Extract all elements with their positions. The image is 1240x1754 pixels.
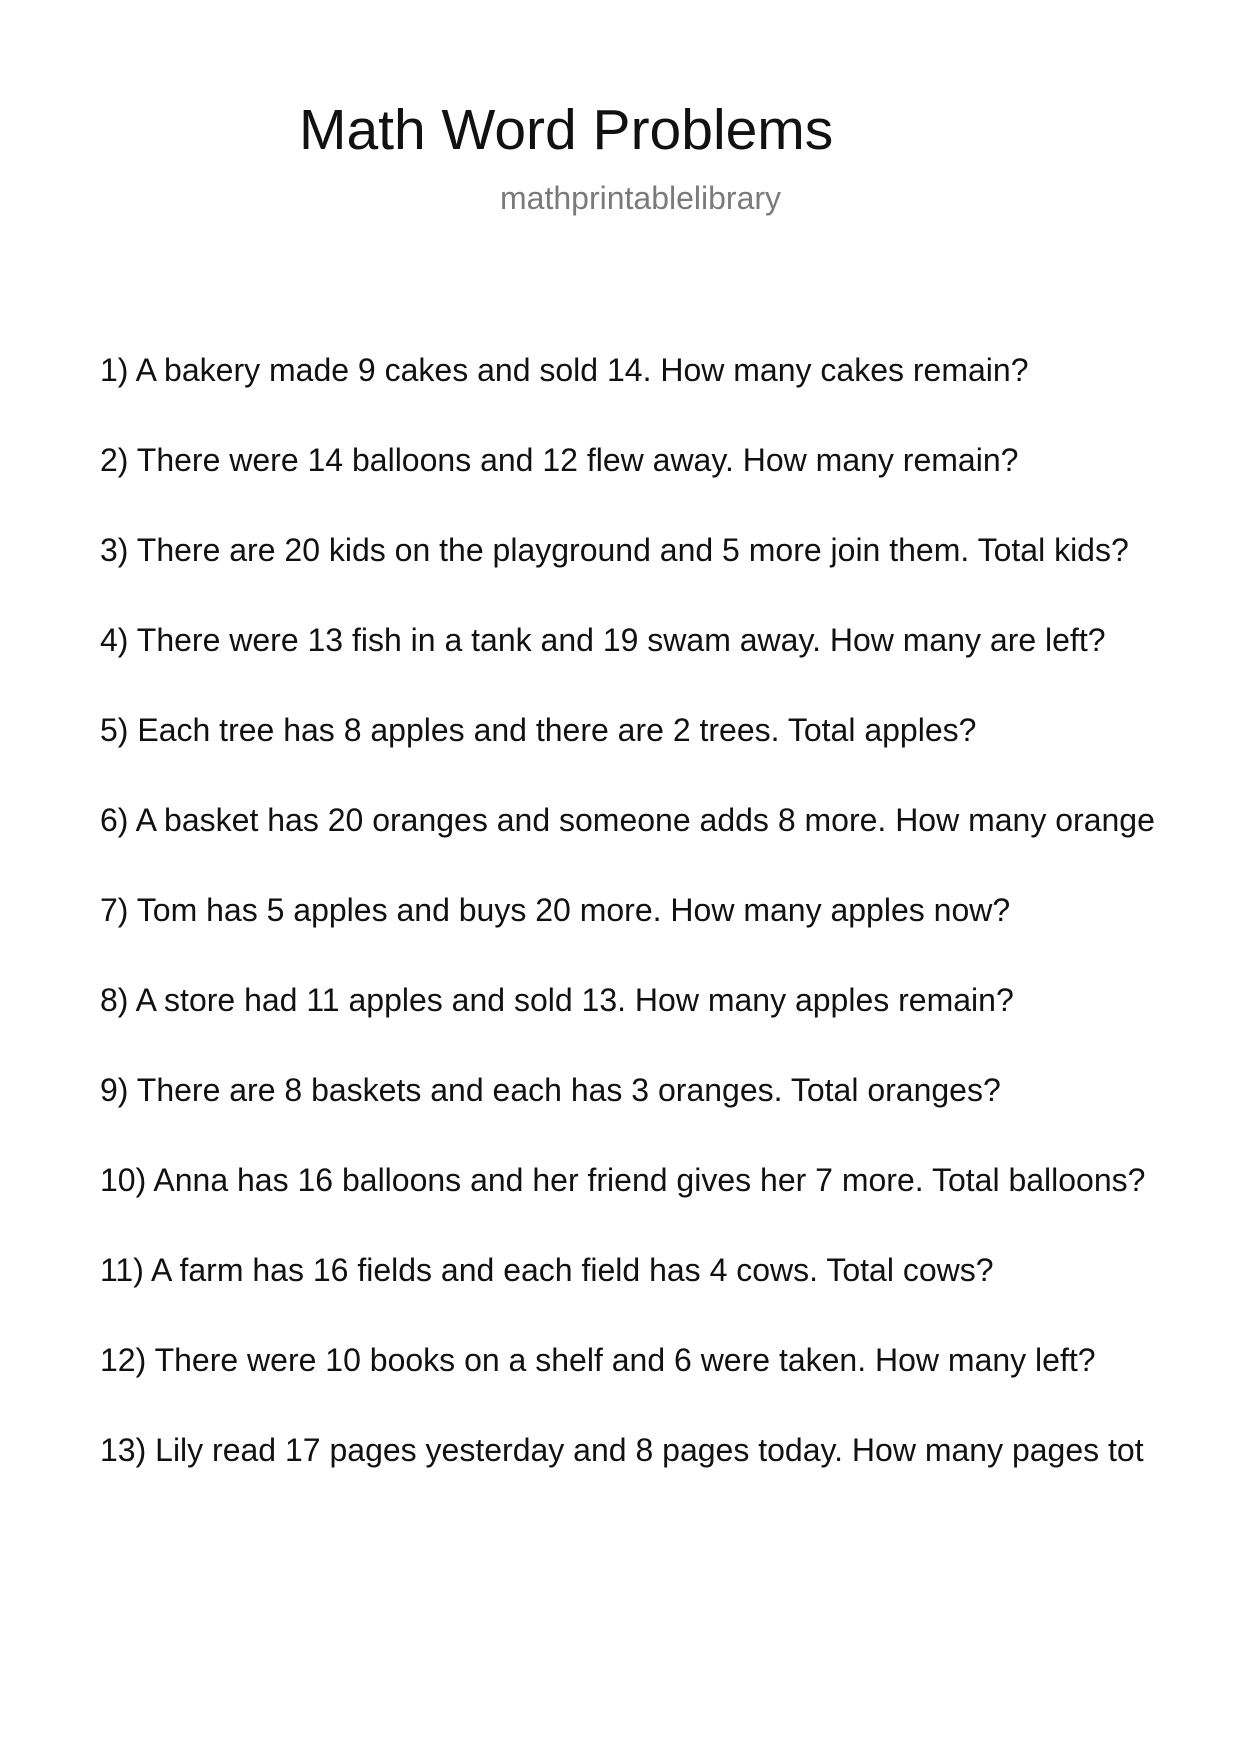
problem-item-7: 7) Tom has 5 apples and buys 20 more. How many apples now? — [100, 892, 1011, 928]
problem-item-11: 11) A farm has 16 fields and each field has 4 cows. Total cows? — [100, 1252, 994, 1288]
source-subtitle: mathprintablelibrary — [500, 180, 782, 216]
problem-item-5: 5) Each tree has 8 apples and there are 2 trees. Total apples? — [100, 712, 977, 748]
problem-item-12: 12) There were 10 books on a shelf and 6 were taken. How many left? — [100, 1342, 1096, 1378]
problem-item-10: 10) Anna has 16 balloons and her friend gives her 7 more. Total balloons? — [100, 1162, 1146, 1198]
problem-list — [100, 349, 1240, 1519]
problem-item-13: 13) Lily read 17 pages yesterday and 8 pages today. How many pages tot — [100, 1432, 1144, 1468]
problem-item-8: 8) A store had 11 apples and sold 13. How many apples remain? — [100, 982, 1014, 1018]
problem-item-3: 3) There are 20 kids on the playground and 5 more join them. Total kids? — [100, 532, 1129, 568]
problem-item-4: 4) There were 13 fish in a tank and 19 swam away. How many are left? — [100, 622, 1106, 658]
problem-item-9: 9) There are 8 baskets and each has 3 oranges. Total oranges? — [100, 1072, 1001, 1108]
problem-item-6: 6) A basket has 20 oranges and someone adds 8 more. How many orange — [100, 802, 1155, 838]
problem-item-2: 2) There were 14 balloons and 12 flew away. How many remain? — [100, 442, 1019, 478]
problem-item-1: 1) A bakery made 9 cakes and sold 14. How many cakes remain? — [100, 352, 1029, 388]
page-title: Math Word Problems — [299, 98, 834, 162]
